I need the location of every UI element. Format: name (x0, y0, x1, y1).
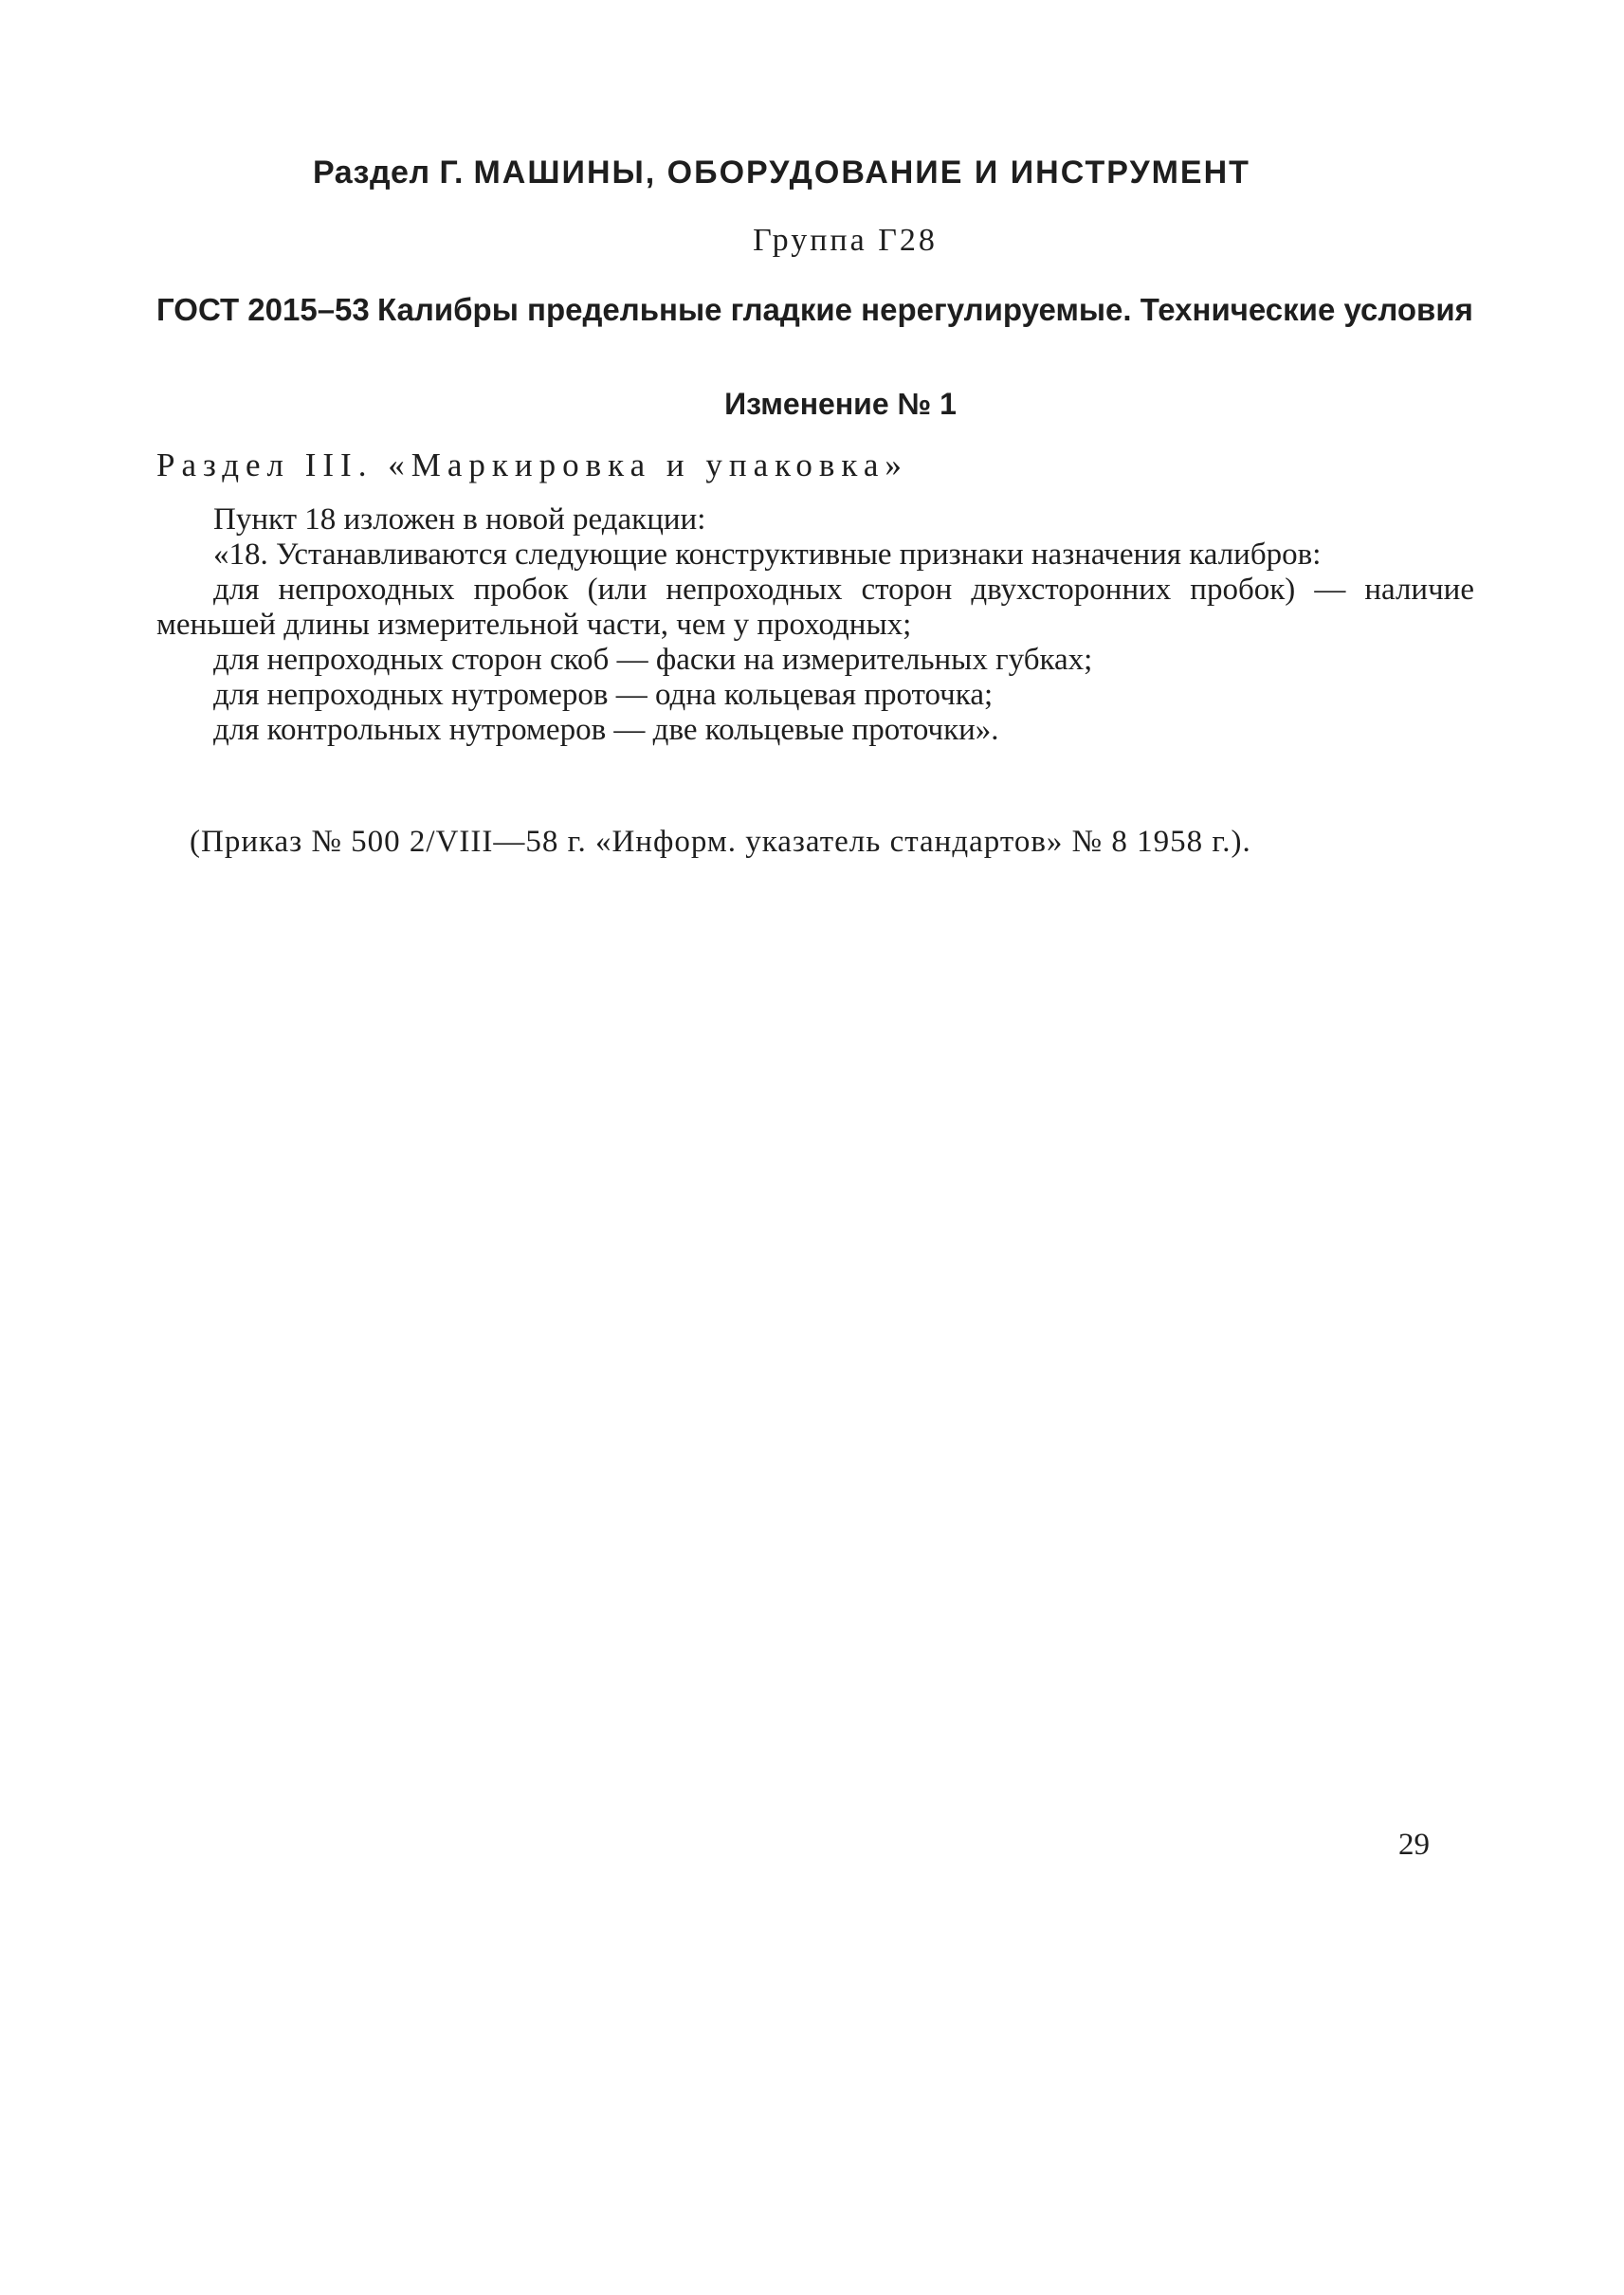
body-list-item: для непроходных сторон скоб — фаски на измерительных губках; (213, 643, 1093, 677)
section-title (313, 156, 1327, 190)
document-title-code: ГОСТ 2015–53 (156, 292, 370, 327)
body-list-item: для непроходных пробок (или непроходных сторон двухсторонних пробок) — наличие меньшей длины измерительной части, чем у проходных; (156, 573, 1474, 642)
change-label: Изменение № 1 (724, 387, 957, 421)
body-intro: Пункт 18 изложен в новой редакции: (213, 502, 706, 537)
subsection-heading: Раздел III. «Маркировка и упаковка» (156, 446, 908, 483)
body-list-item: для контрольных нутромеров — две кольцевые проточки». (213, 713, 999, 747)
document-title-text: Калибры предельные гладкие нерегулируемые. Технические условия (377, 292, 1473, 327)
section-title-text: МАШИНЫ, ОБОРУДОВАНИЕ И ИНСТРУМЕНТ (473, 155, 1250, 191)
order-reference: (Приказ № 500 2/VIII—58 г. «Информ. указатель стандартов» № 8 1958 г.). (190, 825, 1251, 859)
body-text (156, 502, 1474, 748)
page-number: 29 (1398, 1828, 1430, 1862)
section-title-lead: Раздел Г. (313, 155, 464, 191)
body-clause: «18. Устанавливаются следующие конструктивные признаки назначения калибров: (213, 537, 1322, 572)
group-label: Группа Г28 (753, 223, 938, 258)
body-list-item: для непроходных нутромеров — одна кольцевая проточка; (213, 678, 994, 712)
document-title (156, 294, 1474, 328)
